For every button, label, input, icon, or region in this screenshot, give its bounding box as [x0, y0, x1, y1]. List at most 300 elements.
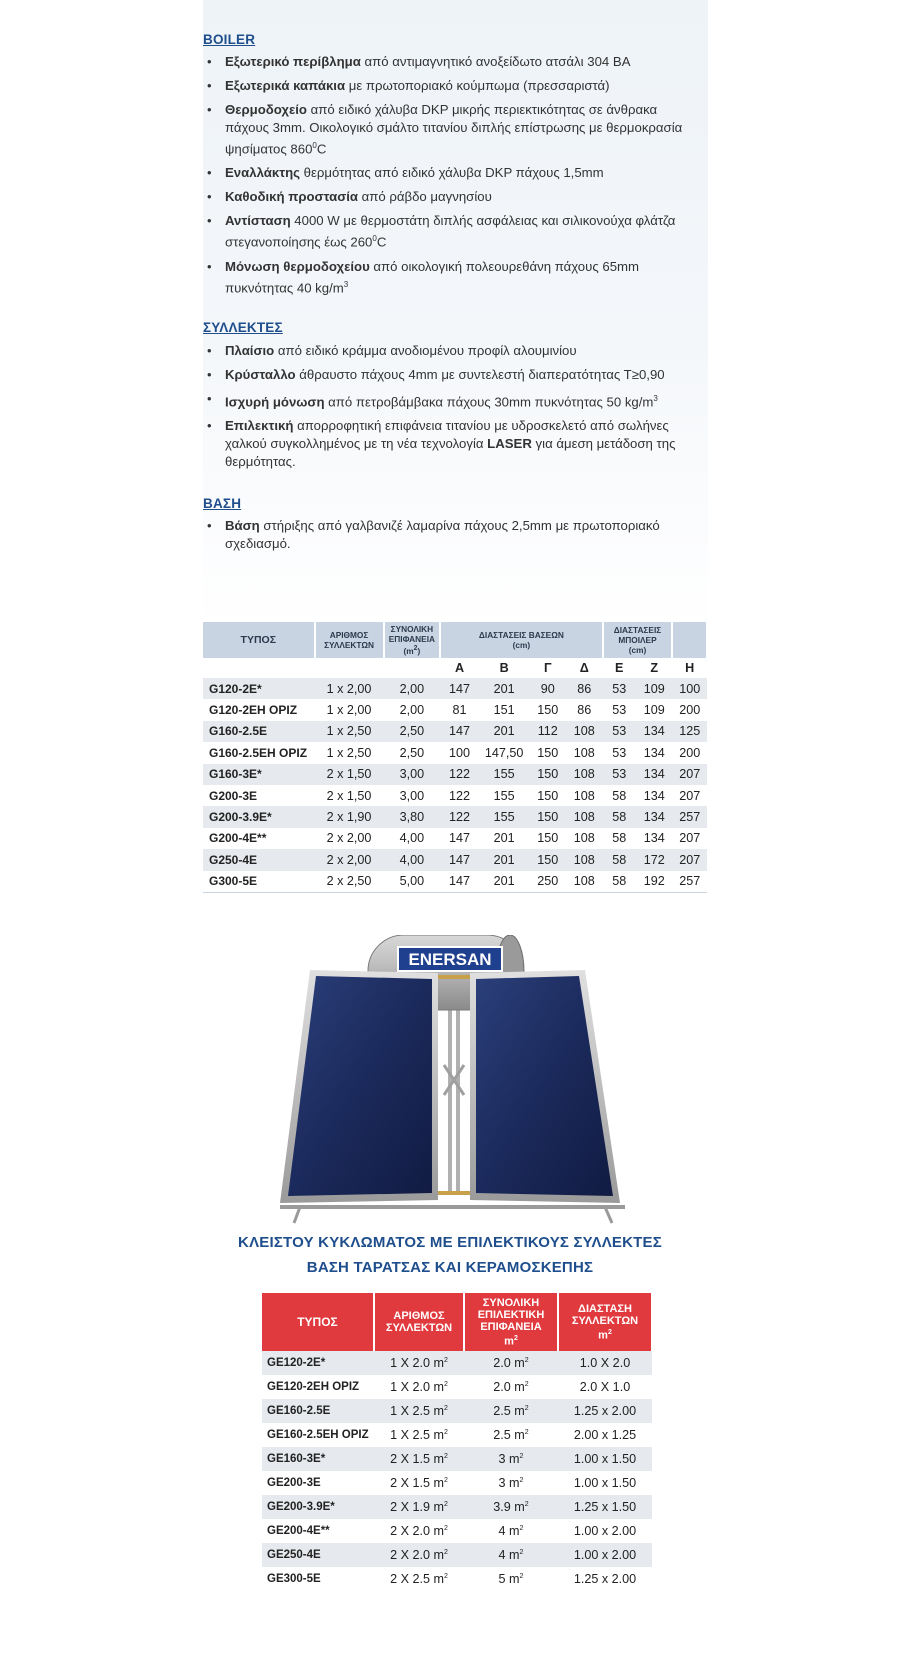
collectors-value: 2 X 1.5 m — [390, 1452, 444, 1466]
table-cell: 207 — [672, 849, 707, 870]
dimension-cell: 1.00 x 2.00 — [558, 1519, 652, 1543]
spec-item-text: από ράβδο μαγνησίου — [358, 189, 492, 205]
table-row — [203, 742, 707, 763]
table-cell: 201 — [479, 721, 530, 742]
boiler-spec-item — [203, 188, 703, 206]
model-type-cell: GE250-4E — [262, 1543, 374, 1567]
table1-header-surface — [384, 622, 441, 658]
table2-header-row — [262, 1293, 652, 1351]
table1-header-type: ΤΥΠΟΣ — [203, 622, 315, 658]
table-cell: 147 — [440, 871, 479, 893]
model-type-cell: G160-2.5EH ΟΡΙΖ — [203, 742, 315, 763]
brand-logo: ENERSAN — [408, 950, 492, 969]
table1-header-surface-unit-end: ) — [417, 645, 421, 656]
collectors-sup: 2 — [444, 1476, 448, 1484]
boiler-spec-item — [203, 77, 703, 95]
surface-value: 3 m — [498, 1476, 520, 1490]
table-cell: 81 — [440, 699, 479, 720]
surface-sup: 2 — [524, 1380, 529, 1388]
collectors-sup: 2 — [444, 1524, 448, 1532]
bullet-icon: • — [207, 367, 212, 382]
table-cell: 108 — [566, 828, 603, 849]
collectors-cell — [374, 1351, 464, 1375]
table-cell: 257 — [672, 806, 707, 827]
table-cell: 122 — [440, 764, 479, 785]
table-cell: 2,00 — [384, 678, 441, 699]
model-type-cell: GE120-2E* — [262, 1351, 374, 1375]
table-cell: 192 — [636, 871, 673, 893]
surface-value: 4 m — [498, 1524, 520, 1538]
table-cell: 1 x 2,00 — [315, 699, 384, 720]
table-cell: 150 — [530, 849, 567, 870]
table-cell: 150 — [530, 828, 567, 849]
collectors-value: 2 X 2.0 m — [390, 1548, 444, 1562]
table-cell: 90 — [530, 678, 567, 699]
table-row — [262, 1543, 652, 1567]
table-cell: 201 — [479, 871, 530, 893]
table-row — [262, 1447, 652, 1471]
spec-item-text: από ειδικό κράμμα ανοδιομένου προφίλ αλουμινίου — [274, 343, 577, 358]
table-cell: 134 — [636, 785, 673, 806]
spec-item-tail: C — [376, 234, 387, 250]
table-row — [262, 1399, 652, 1423]
dimension-cell: 1.00 x 1.50 — [558, 1447, 652, 1471]
surface-cell — [464, 1567, 558, 1591]
table-cell: 257 — [672, 871, 707, 893]
table1-header-boiler-dims-unit: (cm) — [628, 645, 647, 655]
spec-item-text: 4000 W με θερμοστάτη διπλής ασφάλειας και σιλικονούχα φλάτζα στεγανοποίησης έως 260 — [225, 213, 676, 250]
boiler-spec-item — [203, 164, 703, 182]
dimension-cell: 2.00 x 1.25 — [558, 1423, 652, 1447]
collectors-value: 1 X 2.0 m — [390, 1380, 444, 1394]
table1-letters-blank — [315, 658, 384, 678]
dimension-cell: 2.0 X 1.0 — [558, 1375, 652, 1399]
table-cell: 108 — [566, 871, 603, 893]
surface-cell — [464, 1471, 558, 1495]
model-type-cell: GE160-2.5EH ΟΡΙΖ — [262, 1423, 374, 1447]
table-cell: 150 — [530, 785, 567, 806]
table-cell: 134 — [636, 742, 673, 763]
table-cell: 150 — [530, 699, 567, 720]
table-cell: 109 — [636, 678, 673, 699]
surface-cell — [464, 1495, 558, 1519]
surface-sup: 2 — [524, 1428, 529, 1436]
table-cell: 2 x 2,00 — [315, 849, 384, 870]
table-row — [262, 1567, 652, 1591]
table-cell: 155 — [479, 806, 530, 827]
table-cell: 86 — [566, 678, 603, 699]
spec-item-text: με πρωτοποριακό κούμπωμα (πρεσσαριστά) — [345, 78, 610, 93]
table1-dimension-letter: Γ — [530, 658, 567, 678]
spec-item-text: άθραυστο πάχους 4mm με συντελεστή διαπερατότητας Τ≥0,90 — [295, 367, 665, 382]
bullet-icon: • — [207, 391, 212, 406]
table-row — [203, 678, 707, 699]
table-cell: 147 — [440, 828, 479, 849]
table-cell: 250 — [530, 871, 567, 893]
table1-dimension-letter: Ε — [603, 658, 636, 678]
surface-sup: 2 — [524, 1500, 529, 1508]
table-cell: 53 — [603, 678, 636, 699]
collectors-sup: 2 — [444, 1452, 448, 1460]
table2-header-collectors: ΑΡΙΘΜΟΣ ΣΥΛΛΕΚΤΩΝ — [374, 1293, 464, 1351]
dimension-cell: 1.25 x 2.00 — [558, 1567, 652, 1591]
table-cell: 3,00 — [384, 785, 441, 806]
collectors-spec-item — [203, 366, 703, 384]
dimension-cell: 1.00 x 1.50 — [558, 1471, 652, 1495]
table-cell: 1 x 2,00 — [315, 678, 384, 699]
table2-header-dims-label: ΔΙΑΣΤΑΣΗ ΣΥΛΛΕΚΤΩΝ — [571, 1302, 639, 1327]
table-cell: 4,00 — [384, 849, 441, 870]
bullet-icon: • — [207, 165, 212, 181]
spec-item-text: από πετροβάμβακα πάχους 30mm πυκνότητας 50 kg/m — [324, 394, 654, 410]
table-cell: 147 — [440, 849, 479, 870]
spec-item-lead: Θερμοδοχείο — [225, 102, 307, 117]
dimension-cell: 1.00 x 2.00 — [558, 1543, 652, 1567]
table1-header-base-dims — [440, 622, 602, 658]
bullet-icon: • — [207, 102, 212, 117]
table-cell: 108 — [566, 721, 603, 742]
table-cell: 125 — [672, 721, 707, 742]
spec-item-superscript: 3 — [343, 279, 349, 289]
bullet-icon: • — [207, 258, 212, 274]
spec-item-lead: Ισχυρή μόνωση — [225, 394, 325, 410]
selective-collectors-table — [262, 1293, 653, 1591]
table2-body — [262, 1351, 652, 1591]
surface-cell — [464, 1423, 558, 1447]
bullet-icon: • — [207, 518, 212, 533]
model-type-cell: G160-3E* — [203, 764, 315, 785]
table-cell: 200 — [672, 742, 707, 763]
table-cell: 147 — [440, 721, 479, 742]
surface-value: 2.0 m — [493, 1380, 525, 1394]
model-type-cell: GE120-2EH ΟΡΙΖ — [262, 1375, 374, 1399]
model-type-cell: GE200-4E** — [262, 1519, 374, 1543]
dimension-cell: 1.25 x 1.50 — [558, 1495, 652, 1519]
base-spec-item — [203, 517, 703, 553]
table2-header-type: ΤΥΠΟΣ — [262, 1293, 374, 1351]
collectors-value: 1 X 2.0 m — [390, 1356, 444, 1370]
table-cell: 1 x 2,50 — [315, 742, 384, 763]
table-cell: 134 — [636, 828, 673, 849]
bullet-icon: • — [207, 78, 212, 93]
table-cell: 150 — [530, 806, 567, 827]
collectors-cell — [374, 1471, 464, 1495]
surface-value: 5 m — [498, 1572, 520, 1586]
solar-heater-product-image — [280, 935, 660, 1225]
table-cell: 108 — [566, 849, 603, 870]
model-type-cell: GE160-2.5E — [262, 1399, 374, 1423]
table2-header-dims-sup: 2 — [607, 1328, 612, 1336]
table-row — [203, 785, 707, 806]
spec-item-text: απορροφητική επιφάνεια τιτανίου με υδροσκελετό από σωλήνες χαλκού συγκολλημένος με τη νέα τεχνολογία — [225, 418, 669, 452]
table-row — [262, 1423, 652, 1447]
table1-dimension-letter: Δ — [566, 658, 603, 678]
collectors-cell — [374, 1375, 464, 1399]
models-dimensions-table — [203, 622, 708, 893]
table1-header-surface-sup: 2 — [413, 645, 418, 653]
table2-header-dims — [558, 1293, 652, 1351]
boiler-heading: BOILER — [203, 32, 256, 47]
surface-sup: 2 — [519, 1476, 524, 1484]
table-cell: 155 — [479, 764, 530, 785]
surface-cell — [464, 1519, 558, 1543]
collectors-spec-list — [203, 342, 703, 477]
table-row — [203, 871, 707, 893]
table1-header-blank — [672, 622, 707, 658]
table-row — [262, 1519, 652, 1543]
surface-sup: 2 — [524, 1404, 529, 1412]
table1-header-surface-label: ΣΥΝΟΛΙΚΗ ΕΠΙΦΑΝΕΙΑ — [388, 624, 435, 645]
collectors-sup: 2 — [444, 1428, 448, 1436]
table-cell: 122 — [440, 785, 479, 806]
table-row — [262, 1495, 652, 1519]
table-row — [203, 764, 707, 785]
bullet-icon: • — [207, 213, 212, 229]
table-cell: 147,50 — [479, 742, 530, 763]
collectors-sup: 2 — [444, 1548, 448, 1556]
table-cell: 100 — [672, 678, 707, 699]
table2-header-surface — [464, 1293, 558, 1351]
surface-cell — [464, 1375, 558, 1399]
model-type-cell: GE160-3E* — [262, 1447, 374, 1471]
table1-dimension-letter: Β — [479, 658, 530, 678]
table1-dimension-letter: Α — [440, 658, 479, 678]
spec-item-superscript: 0 — [372, 234, 377, 244]
surface-sup: 2 — [519, 1548, 524, 1556]
product-title-line-2: ΒΑΣΗ ΤΑΡΑΤΣΑΣ ΚΑΙ ΚΕΡΑΜΟΣΚΕΠΗΣ — [306, 1259, 594, 1276]
base-spec-list — [203, 517, 703, 559]
surface-value: 4 m — [498, 1548, 520, 1562]
collectors-spec-item — [203, 342, 703, 360]
boiler-spec-item — [203, 212, 703, 251]
collectors-value: 2 X 2.5 m — [390, 1572, 444, 1586]
right-collector-panel — [476, 976, 613, 1196]
table2-header-dims-unit: m — [598, 1329, 608, 1342]
table-cell: 2 x 1,50 — [315, 785, 384, 806]
table-cell: 201 — [479, 828, 530, 849]
model-type-cell: G120-2E* — [203, 678, 315, 699]
table-row — [203, 828, 707, 849]
surface-cell — [464, 1447, 558, 1471]
table1-header-row — [203, 622, 707, 658]
collectors-cell — [374, 1399, 464, 1423]
table-cell: 58 — [603, 828, 636, 849]
table-cell: 108 — [566, 764, 603, 785]
table2-header-surface-label: ΣΥΝΟΛΙΚΗ ΕΠΙΛΕΚΤΙΚΗ ΕΠΙΦΑΝΕΙΑ — [477, 1296, 545, 1333]
collectors-sup: 2 — [444, 1572, 448, 1580]
table-cell: 2,00 — [384, 699, 441, 720]
table-cell: 108 — [566, 806, 603, 827]
table-cell: 201 — [479, 849, 530, 870]
table-cell: 134 — [636, 764, 673, 785]
table1-header-boiler-dims — [603, 622, 673, 658]
table-cell: 151 — [479, 699, 530, 720]
spec-item-superscript: 0 — [312, 141, 317, 150]
spec-item-lead: Βάση — [225, 518, 260, 533]
dimension-cell: 1.0 X 2.0 — [558, 1351, 652, 1375]
table-cell: 134 — [636, 721, 673, 742]
dimension-cell: 1.25 x 2.00 — [558, 1399, 652, 1423]
surface-cell — [464, 1543, 558, 1567]
model-type-cell: G250-4E — [203, 849, 315, 870]
table1-body — [203, 658, 707, 892]
table-cell: 3,00 — [384, 764, 441, 785]
model-type-cell: G200-3.9E* — [203, 806, 315, 827]
table-cell: 58 — [603, 785, 636, 806]
table-cell: 2 x 1,90 — [315, 806, 384, 827]
collectors-value: 2 X 2.0 m — [390, 1524, 444, 1538]
spec-item-lead: Επιλεκτική — [225, 418, 294, 434]
table-cell: 155 — [479, 785, 530, 806]
table2-header-surface-sup: 2 — [513, 1334, 518, 1342]
collectors-value: 1 X 2.5 m — [390, 1404, 444, 1418]
spec-item-lead: Εξωτερικό περίβλημα — [225, 54, 361, 69]
collectors-sup: 2 — [444, 1404, 448, 1412]
table-cell: 200 — [672, 699, 707, 720]
collectors-heading: ΣΥΛΛΕΚΤΕΣ — [203, 320, 283, 335]
table1-dimension-letter: Ζ — [636, 658, 673, 678]
bullet-icon: • — [207, 343, 212, 358]
table-cell: 53 — [603, 699, 636, 720]
spec-item-lead: Μόνωση θερμοδοχείου — [225, 258, 370, 274]
table-cell: 2,50 — [384, 721, 441, 742]
spec-item-superscript: 3 — [653, 394, 658, 403]
base-heading: ΒΑΣΗ — [203, 496, 242, 511]
model-type-cell: G120-2EH ΟΡΙΖ — [203, 699, 315, 720]
table-cell: 207 — [672, 828, 707, 849]
bullet-icon: • — [207, 189, 212, 205]
spec-item-lead: Εξωτερικά καπάκια — [225, 78, 346, 93]
table-cell: 109 — [636, 699, 673, 720]
table-cell: 86 — [566, 699, 603, 720]
table1-header-boiler-dims-label: ΔΙΑΣΤΑΣΕΙΣ ΜΠΟΙΛΕΡ — [613, 625, 662, 645]
table1-header-surface-unit: (m — [403, 645, 414, 656]
table-row — [203, 806, 707, 827]
boiler-spec-item — [203, 258, 703, 297]
table-row — [203, 849, 707, 870]
spec-item-tail: C — [316, 141, 327, 157]
table-cell: 108 — [566, 742, 603, 763]
surface-value: 2.0 m — [493, 1356, 525, 1370]
table1-dimension-letter: Η — [672, 658, 707, 678]
surface-value: 2.5 m — [493, 1404, 525, 1418]
product-title-line-1: ΚΛΕΙΣΤΟΥ ΚΥΚΛΩΜΑΤΟΣ ΜΕ ΕΠΙΛΕΚΤΙΚΟΥΣ ΣΥΛΛΕΚΤΕΣ — [238, 1234, 662, 1251]
boiler-spec-item — [203, 101, 703, 158]
spec-item-text: από αντιμαγνητικό ανοξείδωτο ατσάλι 304 BA — [360, 54, 631, 69]
spec-item-lead: Καθοδική προστασία — [225, 189, 358, 205]
surface-sup: 2 — [519, 1572, 524, 1580]
model-type-cell: G160-2.5E — [203, 721, 315, 742]
table1-letters-blank — [203, 658, 315, 678]
surface-sup: 2 — [524, 1356, 529, 1364]
table-cell: 112 — [530, 721, 567, 742]
surface-sup: 2 — [519, 1524, 524, 1532]
table-cell: 172 — [636, 849, 673, 870]
table1-header-collectors: ΑΡΙΘΜΟΣ ΣΥΛΛΕΚΤΩΝ — [315, 622, 384, 658]
collectors-cell — [374, 1423, 464, 1447]
table-cell: 201 — [479, 678, 530, 699]
table-cell: 207 — [672, 764, 707, 785]
table-cell: 147 — [440, 678, 479, 699]
collectors-value: 2 X 1.5 m — [390, 1476, 444, 1490]
table-row — [203, 699, 707, 720]
collectors-cell — [374, 1543, 464, 1567]
model-type-cell: G200-3E — [203, 785, 315, 806]
collectors-cell — [374, 1567, 464, 1591]
table-cell: 58 — [603, 849, 636, 870]
collectors-value: 1 X 2.5 m — [390, 1428, 444, 1442]
table-cell: 150 — [530, 742, 567, 763]
model-type-cell: GE200-3.9E* — [262, 1495, 374, 1519]
collectors-spec-item — [203, 417, 703, 471]
surface-value: 2.5 m — [493, 1428, 525, 1442]
table1-letters-row — [203, 658, 707, 678]
boiler-spec-item — [203, 53, 703, 71]
model-type-cell: G200-4E** — [203, 828, 315, 849]
table1-header-base-dims-label: ΔΙΑΣΤΑΣΕΙΣ ΒΑΣΕΩΝ — [478, 630, 564, 640]
spec-item-text: στήριξης από γαλβανιζέ λαμαρίνα πάχους 2,5mm με πρωτοποριακό σχεδιασμό. — [225, 518, 660, 551]
spec-item-lead: Εναλλάκτης — [225, 165, 301, 181]
model-type-cell: GE200-3E — [262, 1471, 374, 1495]
surface-value: 3.9 m — [493, 1500, 525, 1514]
collectors-value: 2 X 1.9 m — [390, 1500, 444, 1514]
table-cell: 5,00 — [384, 871, 441, 893]
table-cell: 58 — [603, 806, 636, 827]
spec-item-text: από ειδικό χάλυβα DKP μικρής περιεκτικότητας σε άνθρακα πάχους 3mm. Οικολογικό σμάλτο τιτανίου διπλής επίστρωσης με θερμοκρασία ψησίματος 860 — [225, 102, 683, 157]
surface-cell — [464, 1399, 558, 1423]
collectors-cell — [374, 1495, 464, 1519]
table-cell: 2 x 1,50 — [315, 764, 384, 785]
collectors-cell — [374, 1519, 464, 1543]
model-type-cell: G300-5E — [203, 871, 315, 893]
collectors-sup: 2 — [444, 1380, 448, 1388]
table-cell: 150 — [530, 764, 567, 785]
collectors-sup: 2 — [444, 1356, 448, 1364]
table1-header-base-dims-unit: (cm) — [512, 640, 531, 650]
spec-item-lead: Κρύσταλλο — [225, 367, 296, 382]
spec-item-emphasis: LASER — [487, 436, 532, 452]
spec-item-text: από οικολογική πολεουρεθάνη πάχους 65mm πυκνότητας 40 kg/m — [225, 258, 640, 296]
boiler-spec-list — [203, 53, 703, 303]
table-cell: 2,50 — [384, 742, 441, 763]
table-cell: 2 x 2,50 — [315, 871, 384, 893]
table-cell: 3,80 — [384, 806, 441, 827]
surface-value: 3 m — [498, 1452, 520, 1466]
bullet-icon: • — [207, 54, 212, 69]
base-foot — [294, 1207, 300, 1223]
table-cell: 122 — [440, 806, 479, 827]
collectors-spec-item — [203, 390, 703, 411]
surface-sup: 2 — [519, 1452, 524, 1460]
table-cell: 4,00 — [384, 828, 441, 849]
table-cell: 53 — [603, 721, 636, 742]
table-cell: 53 — [603, 764, 636, 785]
spec-item-text: θερμότητας από ειδικό χάλυβα DKP πάχους 1,5mm — [300, 165, 604, 181]
table-cell: 2 x 2,00 — [315, 828, 384, 849]
table-row — [262, 1351, 652, 1375]
base-foot — [605, 1207, 612, 1223]
table2-header-surface-unit: m — [504, 1335, 514, 1348]
model-type-cell: GE300-5E — [262, 1567, 374, 1591]
surface-cell — [464, 1351, 558, 1375]
collectors-cell — [374, 1447, 464, 1471]
table-row — [262, 1375, 652, 1399]
table1-letters-blank — [384, 658, 441, 678]
table-cell: 100 — [440, 742, 479, 763]
table-cell: 1 x 2,50 — [315, 721, 384, 742]
spec-item-lead: Πλαίσιο — [225, 343, 275, 358]
table-cell: 58 — [603, 871, 636, 893]
